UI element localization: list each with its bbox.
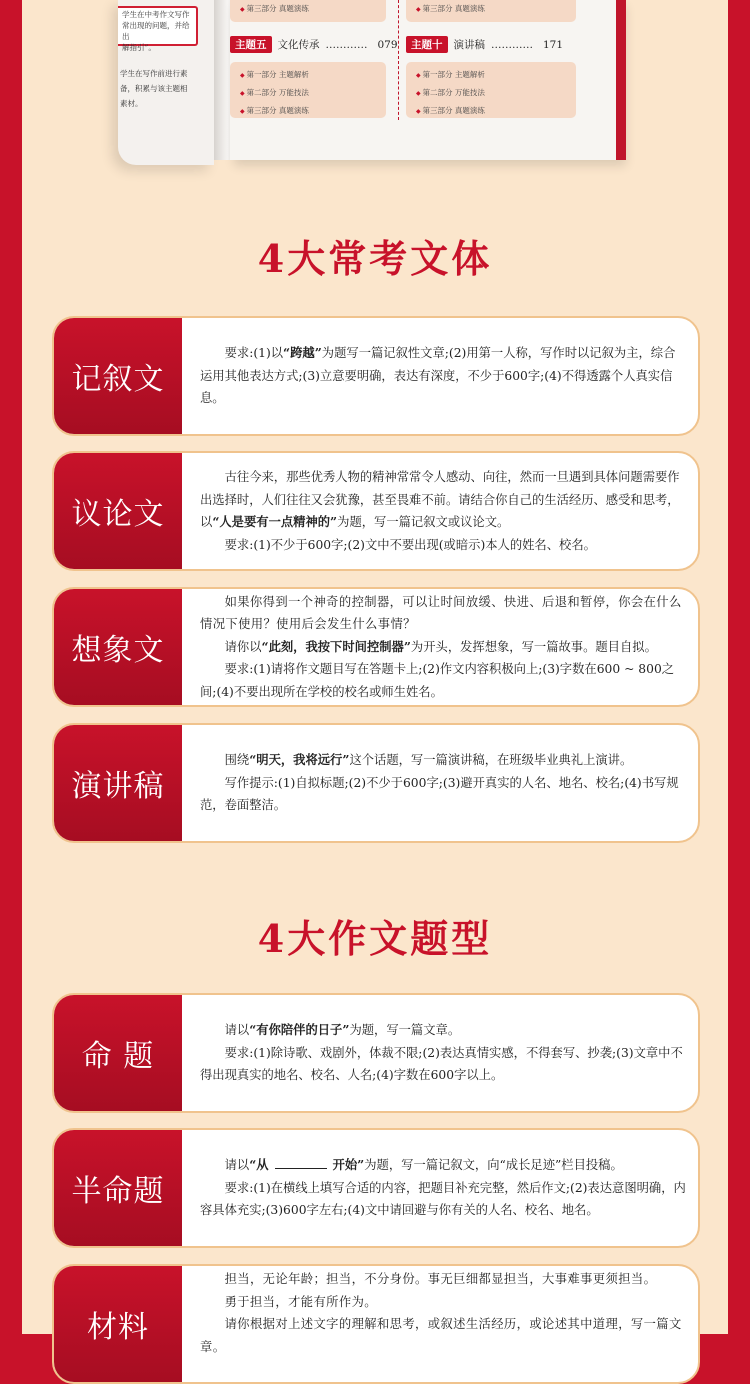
genre-card: [52, 451, 700, 571]
toc-line: ◆ 第三部分 真题演练: [240, 102, 376, 120]
toc-divider: [398, 0, 400, 120]
toc-line: ◆ 第三部分 真题演练: [240, 0, 376, 18]
genre-card: [52, 993, 700, 1113]
card-label: 记叙文: [54, 318, 182, 434]
note-line: 学生在写作前进行素: [120, 69, 188, 78]
emphasis-text: “明天，我将远行”: [249, 752, 350, 768]
emphasis-text: 开始”: [332, 1157, 365, 1173]
card-paragraph: [200, 1313, 686, 1358]
card-paragraph: [200, 466, 686, 534]
text-run: 为题写一篇记叙性文章;(2)用第一人称，写作时以记叙为主，综合运用其他表达方式;(3)立意要明确，表达有深度，不少于600字;(4)不得透露个人真实信息。: [200, 346, 676, 406]
card-paragraph: [200, 1019, 686, 1042]
genre-card: [52, 1264, 700, 1384]
theme-dots: …………: [325, 38, 368, 51]
text-run: 围绕: [224, 753, 250, 768]
card-paragraph: [200, 658, 686, 703]
fill-in-blank: [275, 1168, 327, 1169]
note-line: 素材。: [120, 99, 143, 108]
card-body: [200, 725, 686, 841]
card-paragraph: [200, 636, 686, 659]
toc-line: ◆ 第一部分 主题解析: [240, 66, 376, 84]
book-preview-image: [118, 0, 630, 165]
card-paragraph: [200, 1268, 686, 1291]
card-paragraph: [200, 1154, 686, 1177]
card-body: [200, 318, 686, 434]
genre-card: [52, 316, 700, 436]
card-paragraph: [200, 342, 686, 410]
toc-line: ◆ 第三部分 真题演练: [416, 102, 566, 120]
toc-box-left: [230, 62, 386, 118]
card-paragraph: [200, 1177, 686, 1222]
toc-line: ◆ 第二部分 万能技法: [240, 84, 376, 102]
card-label: 演讲稿: [54, 725, 182, 841]
card-label: 半命题: [54, 1130, 182, 1246]
theme-name: 文化传承: [277, 39, 320, 51]
section-title-genres: 4大常考文体: [257, 236, 493, 281]
card-paragraph: [200, 591, 686, 636]
note-line: 常出现的问题，并给出: [122, 21, 190, 41]
card-body: [200, 1266, 686, 1384]
theme-dots: …………: [491, 38, 533, 51]
text-run: 要求:(1)除诗歌、戏剧外，体裁不限;(2)表达真情实感，不得套写、抄袭;(3)文章中不得出现真实的地名、校名、人名;(4)字数在600字以上。: [200, 1045, 683, 1083]
emphasis-text: “从: [249, 1157, 269, 1173]
text-run: 如果你得到一个神奇的控制器，可以让时间放缓、快进、后退和暂停，你会在什么情况下使用？使用后会发生什么事情？: [200, 594, 682, 632]
card-label: 材料: [54, 1266, 182, 1382]
card-body: [200, 589, 686, 705]
book-cover-edge: [616, 0, 626, 160]
toc-theme-five: [230, 36, 398, 53]
card-body: [200, 995, 686, 1111]
card-paragraph: [200, 1042, 686, 1087]
text-run: 请你根据对上述文字的理解和思考，或叙述生活经历，或论述其中道理，写一篇文章。: [200, 1317, 682, 1354]
text-run: 为题，写一篇文章。: [349, 1023, 461, 1038]
toc-box-right: [406, 62, 576, 118]
toc-line: ◆ 第三部分 真题演练: [416, 0, 566, 18]
toc-line: ◆ 第一部分 主题解析: [416, 66, 566, 84]
text-run: 为题，写一篇记叙文，向“成长足迹”栏目投稿。: [364, 1158, 623, 1173]
book-left-note: [118, 6, 198, 52]
toc-line: ◆ 第二部分 万能技法: [416, 84, 566, 102]
theme-tag: 主题五: [230, 36, 272, 53]
card-body: [200, 1130, 686, 1246]
emphasis-text: “此刻，我按下时间控制器”: [261, 638, 411, 654]
text-run: 古往今来，那些优秀人物的精神常常令人感动、向往，然而一旦遇到具体问题需要作出选择时，人们往往又会犹豫，甚至畏难不前。请结合你自己的生活经历、感受和思考，以: [200, 470, 680, 529]
text-run: 要求:(1)以: [224, 346, 284, 361]
book-left-page: [118, 0, 214, 165]
emphasis-text: “有你陪伴的日子”: [249, 1022, 350, 1038]
text-run: 请你以: [224, 639, 262, 654]
section-title-types: 4大作文题型: [257, 916, 493, 961]
text-run: 为题，写一篇记叙文或议论文。: [337, 515, 510, 529]
text-run: 要求:(1)请将作文题目写在答题卡上;(2)作文内容积极向上;(3)字数在600 ~ 800之间;(4)不要出现所在学校的校名或师生姓名。: [200, 662, 675, 699]
theme-page: 079: [377, 38, 398, 51]
text-run: 要求:(1)在横线上填写合适的内容，把题目补充完整，然后作文;(2)表达意图明确，内容具体充实;(3)600字左右;(4)文中请回避与你有关的人名、校名、地名。: [200, 1180, 686, 1218]
card-paragraph: [200, 772, 686, 817]
note-line: 学生在中考作文写作: [122, 10, 190, 19]
card-label: 命 题: [54, 995, 182, 1111]
card-paragraph: [200, 1291, 686, 1314]
text-run: 这个话题，写一篇演讲稿，在班级毕业典礼上演讲。: [349, 753, 633, 768]
emphasis-text: “人是要有一点精神的”: [212, 514, 338, 529]
genre-card: [52, 587, 700, 707]
card-label: 议论文: [54, 453, 182, 569]
text-run: 为开头，发挥想象，写一篇故事。题目自拟。: [410, 639, 657, 654]
text-run: 请以: [224, 1023, 250, 1038]
text-run: 请以: [224, 1158, 250, 1173]
theme-tag: 主题十: [406, 36, 448, 53]
emphasis-text: “跨越”: [283, 345, 322, 361]
genre-card: [52, 1128, 700, 1248]
book-right-page: [230, 0, 622, 160]
text-run: 要求:(1)不少于600字;(2)文中不要出现(或暗示)本人的姓名、校名。: [224, 537, 596, 552]
card-label: 想象文: [54, 589, 182, 705]
card-body: [200, 453, 686, 569]
toc-box-top-left: [230, 0, 386, 22]
text-run: 担当，无论年龄；担当，不分身份。事无巨细都显担当，大事难事更须担当。: [224, 1272, 657, 1286]
book-left-note2: [118, 66, 202, 111]
text-run: 写作提示:(1)自拟标题;(2)不少于600字;(3)避开真实的人名、地名、校名;(4)书写规范，卷面整洁。: [200, 775, 679, 813]
toc-box-top-right: [406, 0, 576, 22]
note-line: 备，积累与该主题相: [120, 84, 188, 93]
note-line: 解指引”。: [122, 43, 156, 52]
genre-card: [52, 723, 700, 843]
card-paragraph: [200, 534, 686, 557]
theme-name: 演讲稿: [453, 39, 485, 51]
theme-page: 171: [543, 38, 564, 51]
text-run: 勇于担当，才能有所作为。: [224, 1294, 377, 1309]
toc-theme-ten: [406, 36, 563, 53]
card-paragraph: [200, 749, 686, 772]
